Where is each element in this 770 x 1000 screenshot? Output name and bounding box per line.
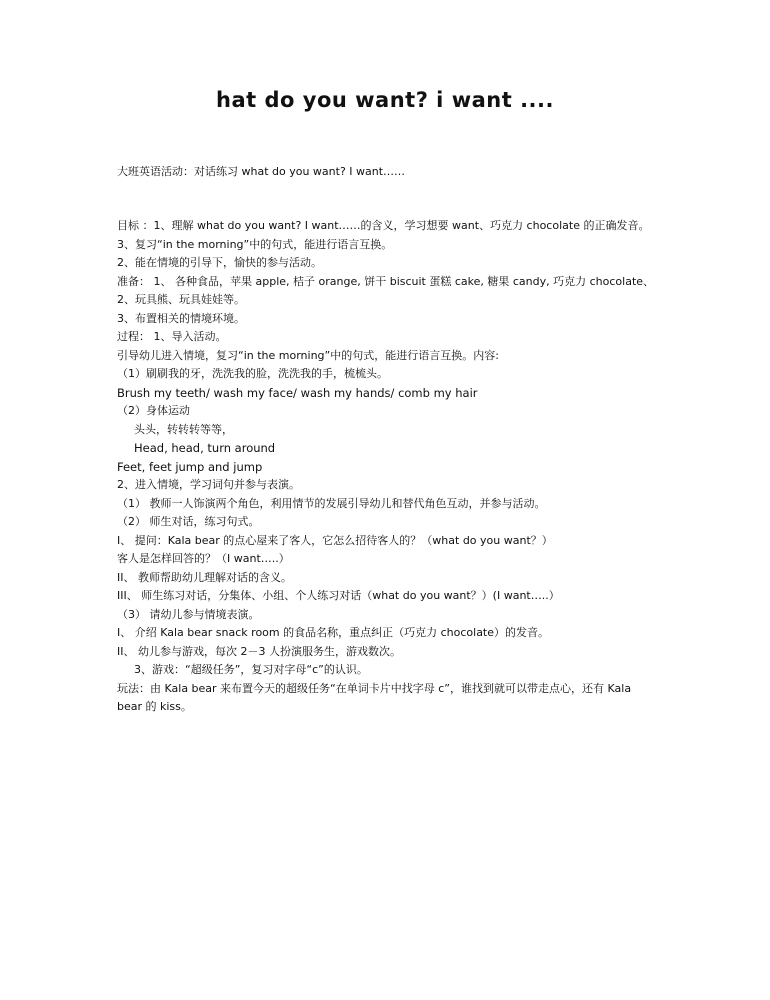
goal-line: 目标 ：1、理解 what do you want? I want……的含义，学习想要 want、巧克力 chocolate 的正确发音。	[117, 219, 650, 232]
body-line: I、 介绍 Kala bear snack room 的食品名称，重点纠正（巧克力 chocolate）的发音。	[117, 626, 550, 639]
activity-subtitle: 大班英语活动：对话练习 what do you want? I want……	[117, 165, 406, 178]
body-line: （1）刷刷我的牙，洗洗我的脸，洗洗我的手，梳梳头。	[117, 367, 388, 380]
body-line: （1） 教师一人饰演两个角色，利用情节的发展引导幼儿和替代角色互动，并参与活动。	[117, 496, 546, 510]
english-line: Head, head, turn around	[134, 441, 276, 455]
body-line: 引导幼儿进入情境，复习“in the morning”中的句式，能进行语言互换。内容:	[117, 348, 499, 362]
english-line: Feet, feet jump and jump	[117, 459, 263, 474]
body-line: III、 师生练习对话，分集体、小组、个人练习对话（what do you want？）(I want…..）	[117, 589, 560, 602]
body-line: （3） 请幼儿参与情境表演。	[117, 607, 260, 621]
english-line: Brush my teeth/ wash my face/ wash my hands/ comb my hair	[117, 385, 478, 400]
body-line: 2、进入情境，学习词句并参与表演。	[117, 478, 300, 491]
body-line: II、 教师帮助幼儿理解对话的含义。	[117, 570, 292, 584]
body-line: 客人是怎样回答的？（I want…..）	[117, 552, 290, 565]
body-line: I、 提问：Kala bear 的点心屋来了客人，它怎么招待客人的？（what do you want？）	[117, 533, 553, 547]
body-line: 2、玩具熊、玩具娃娃等。	[117, 293, 245, 306]
preparation-line: 准备： 1、 各种食品，苹果 apple, 桔子 orange, 饼干 biscuit 蛋糕 cake, 糖果 candy, 巧克力 chocolate、	[117, 274, 655, 288]
body-line: 3、复习“in the morning”中的句式，能进行语言互换。	[117, 237, 393, 251]
document-body	[117, 217, 657, 717]
body-line: II、 幼儿参与游戏，每次 2－3 人扮演服务生，游戏数次。	[117, 644, 401, 658]
body-line: （2） 师生对话，练习句式。	[117, 515, 260, 528]
game-rules-line: 玩法：由 Kala bear 来布置今天的超级任务“在单词卡片中找字母 c”，谁找到就可以带走点心，还有 Kala bear 的 kiss。	[117, 681, 632, 713]
process-heading: 过程： 1、导入活动。	[117, 330, 227, 343]
body-line: （2）身体运动	[117, 404, 190, 417]
body-line: 头头，转转转等等，	[134, 422, 233, 436]
body-line: 3、布置相关的情境环境。	[117, 311, 245, 325]
game-heading: 3、游戏：“超级任务”，复习对字母“c”的认识。	[134, 663, 368, 676]
document-title: hat do you want? i want ....	[216, 88, 554, 112]
body-line: 2、能在情境的引导下，愉快的参与活动。	[117, 256, 322, 269]
